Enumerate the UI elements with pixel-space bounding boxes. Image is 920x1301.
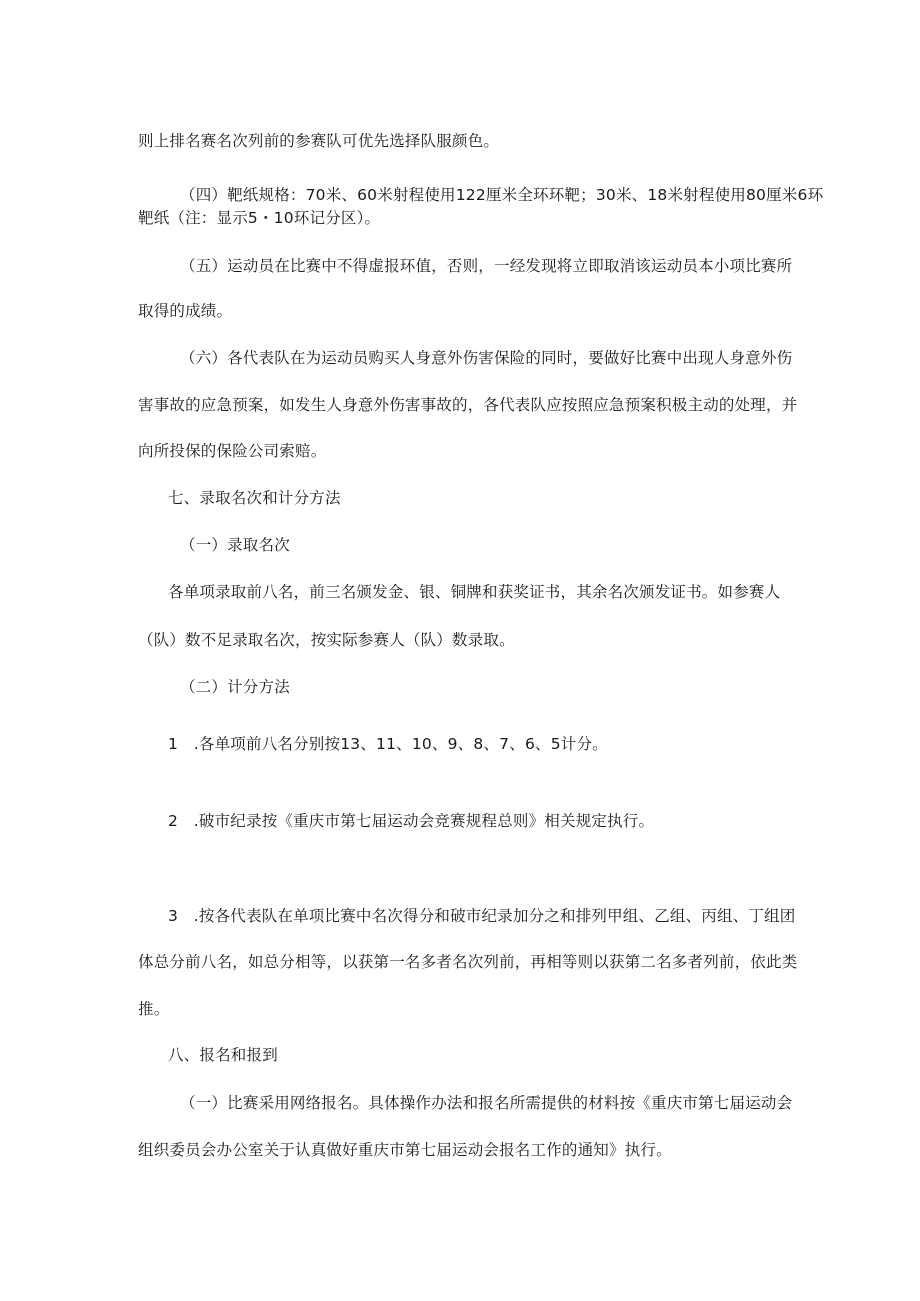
paragraph-line: （五）运动员在比赛中不得虚报环值，否则，一经发现将立即取消该运动员本小项比赛所 (180, 257, 793, 275)
list-item: 1 .各单项前八名分别按13、11、10、9、8、7、6、5计分。 (168, 735, 608, 753)
paragraph-line: 靶纸（注：显示5・10环记分区）。 (138, 209, 381, 227)
paragraph-line: 推。 (138, 1000, 170, 1018)
paragraph-line: （队）数不足录取名次，按实际参赛人（队）数录取。 (138, 631, 515, 649)
list-item: 3 .按各代表队在单项比赛中名次得分和破市纪录加分之和排列甲组、乙组、丙组、丁组团 (168, 907, 796, 925)
paragraph-line: （四）靶纸规格：70米、60米射程使用122厘米全环环靶；30米、18米射程使用80厘米6环 (180, 186, 824, 204)
paragraph-line: （六）各代表队在为运动员购买人身意外伤害保险的同时，要做好比赛中出现人身意外伤 (180, 349, 793, 367)
section-heading: 八、报名和报到 (168, 1046, 278, 1064)
list-item: 2 .破市纪录按《重庆市第七届运动会竞赛规程总则》相关规定执行。 (168, 812, 655, 830)
paragraph-line: 取得的成绩。 (138, 302, 233, 320)
paragraph-line: 向所投保的保险公司索赔。 (138, 442, 327, 460)
section-heading: 七、录取名次和计分方法 (168, 489, 341, 507)
subsection-heading: （二）计分方法 (180, 678, 290, 696)
paragraph-line: （一）比赛采用网络报名。具体操作办法和报名所需提供的材料按《重庆市第七届运动会 (180, 1094, 793, 1112)
paragraph-line: 害事故的应急预案，如发生人身意外伤害事故的，各代表队应按照应急预案积极主动的处理，并 (138, 396, 798, 414)
paragraph-line: 体总分前八名，如总分相等，以获第一名多者名次列前，再相等则以获第二名多者列前，依此类 (138, 953, 798, 971)
paragraph-line: 各单项录取前八名，前三名颁发金、银、铜牌和获奖证书，其余名次颁发证书。如参赛人 (168, 583, 781, 601)
paragraph-line: 则上排名赛名次列前的参赛队可优先选择队服颜色。 (138, 132, 500, 150)
subsection-heading: （一）录取名次 (180, 536, 290, 554)
paragraph-line: 组织委员会办公室关于认真做好重庆市第七届运动会报名工作的通知》执行。 (138, 1141, 672, 1159)
